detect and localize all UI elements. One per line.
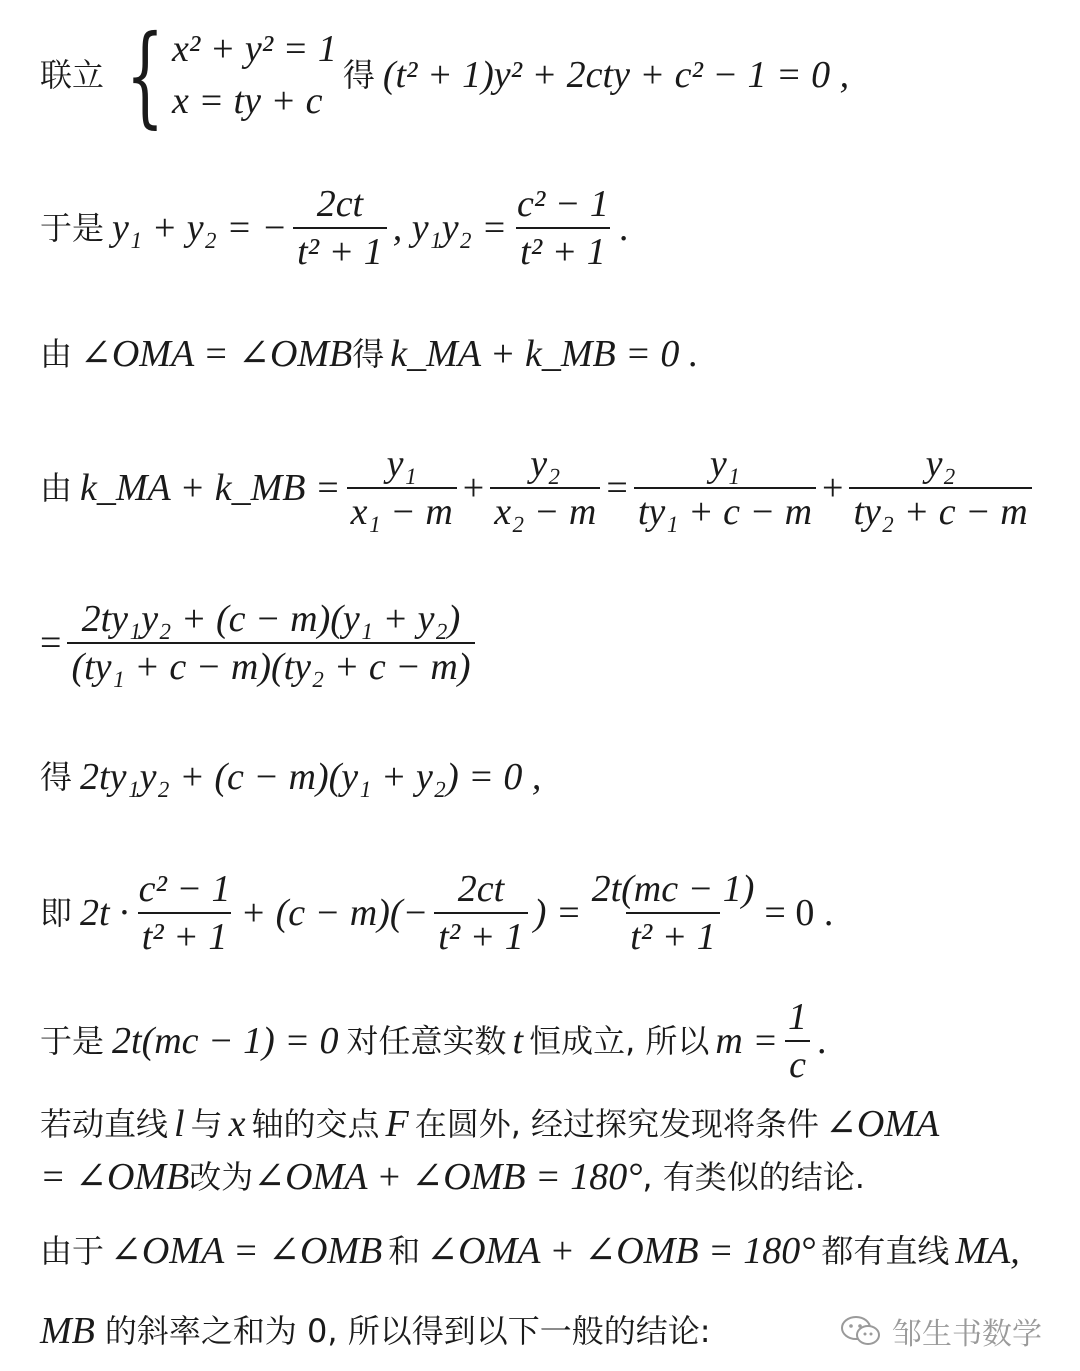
frac-denominator: t² + 1 [138, 912, 232, 956]
slope-sum-zero: k_MA + k_MB = 0 . [390, 333, 699, 375]
frac-y2-x2 [490, 445, 600, 531]
supplementary-angles: ∠OMA + ∠OMB = 180° [253, 1156, 643, 1198]
system-eq-2: x = ty + c [172, 80, 323, 122]
text-because: 由于 [40, 1232, 105, 1270]
text-you: 由 [40, 335, 73, 373]
combined-denominator: (ty₁ + c − m)(ty₂ + c − m) [67, 642, 474, 686]
line-slope-expansion [40, 445, 1038, 531]
line-numerator-zero [40, 758, 541, 796]
frac-y2-ty2 [849, 445, 1031, 531]
sum-denominator: t² + 1 [293, 227, 387, 271]
frac-y1-x1 [347, 445, 457, 531]
text-and: 与 [190, 1105, 223, 1143]
line-extension-2 [40, 1158, 865, 1196]
supplementary-angles: ∠OMA + ∠OMB = 180° [426, 1230, 816, 1272]
subst-frac-2 [434, 870, 528, 956]
frac-denominator: ty₁ + c − m [634, 487, 816, 531]
equation-system [110, 11, 337, 139]
angle-OMA: ∠OMA [825, 1103, 940, 1145]
line-summary-1 [40, 1232, 1020, 1270]
line-vieta [40, 185, 628, 271]
sum-lhs: y₁ + y₂ = − [112, 207, 288, 249]
text-yushi: 于是 [40, 1022, 105, 1060]
var-x: x [228, 1103, 246, 1145]
line-extension-1 [40, 1105, 939, 1143]
text-axis-intersection: 轴的交点 [251, 1105, 380, 1143]
product-lhs: , y₁y₂ = [392, 207, 507, 249]
slope-sum-lhs: k_MA + k_MB = [80, 467, 341, 509]
frac-1-over-c [784, 998, 811, 1084]
line-substitution [40, 870, 833, 956]
subst-frac-3 [588, 870, 759, 956]
equals-sign: = [606, 467, 628, 509]
subst-end: = 0 . [764, 892, 834, 934]
line-combined-fraction [40, 600, 481, 686]
watermark-text: 邹生书数学 [892, 1317, 1042, 1352]
frac-y1-ty1 [634, 445, 816, 531]
frac-numerator: 1 [788, 996, 808, 1038]
text-similar-conclusion: , 有类似的结论. [642, 1158, 865, 1196]
combined-fraction [67, 600, 474, 686]
text-you: 由 [40, 469, 73, 507]
frac-numerator: y₁ [386, 443, 417, 485]
system-lines [172, 30, 337, 120]
sum-numerator: 2ct [316, 183, 364, 225]
frac-numerator: 2ct [457, 868, 505, 910]
text-moving-line: 若动直线 [40, 1105, 169, 1143]
left-brace: { [125, 11, 165, 139]
line-MA: MA, [955, 1230, 1020, 1272]
frac-denominator: c [785, 1040, 810, 1084]
text-yushi: 于是 [40, 209, 105, 247]
combined-numerator: 2ty₁y₂ + (c − m)(y₁ + y₂) [81, 598, 461, 640]
line-summary-2 [40, 1312, 711, 1350]
text-for-all-real: 对任意实数 [346, 1022, 507, 1060]
frac-numerator: 2t(mc − 1) [591, 868, 755, 910]
var-F: F [385, 1103, 409, 1145]
frac-numerator: c² − 1 [138, 868, 231, 910]
period: . [817, 1020, 827, 1062]
frac-numerator: y₂ [530, 443, 561, 485]
subst-frac-1 [135, 870, 235, 956]
text-change-to: 改为 [189, 1158, 254, 1196]
subst-2t: 2t · [80, 892, 129, 934]
plus-sign: + [462, 467, 485, 509]
wechat-icon [840, 1315, 882, 1347]
frac-numerator: y₂ [925, 443, 956, 485]
frac-denominator: x₁ − m [347, 487, 457, 531]
angle-equality: ∠OMA = ∠OMB [80, 333, 353, 375]
text-both-lines: 都有直线 [821, 1232, 950, 1270]
frac-denominator: t² + 1 [626, 912, 720, 956]
quadratic-result: (t² + 1)y² + 2cty + c² − 1 = 0 , [382, 54, 850, 96]
angle-equality: ∠OMA = ∠OMB [110, 1230, 383, 1272]
frac-numerator: y₁ [709, 443, 740, 485]
text-de: 得 [352, 335, 385, 373]
text-de: 得 [342, 56, 375, 94]
text-ji: 即 [40, 894, 73, 932]
system-eq-1: x² + y² = 1 [172, 28, 337, 70]
product-denominator: t² + 1 [516, 227, 610, 271]
line-conclusion-m [40, 998, 827, 1084]
m-equals: m = [715, 1020, 779, 1062]
line-angle-condition [40, 335, 698, 373]
identity-equation: 2t(mc − 1) = 0 [112, 1020, 339, 1062]
angle-OMB: = ∠OMB [40, 1156, 190, 1198]
line-system [40, 11, 850, 139]
equals-sign: = [40, 622, 62, 664]
text-he: 和 [388, 1232, 421, 1270]
text-outside-circle: 在圆外, 经过探究发现将条件 [414, 1105, 820, 1143]
text-always-holds: 恒成立, 所以 [529, 1022, 710, 1060]
frac-denominator: t² + 1 [434, 912, 528, 956]
product-numerator: c² − 1 [517, 183, 609, 225]
text-general-conclusion: 的斜率之和为 0, 所以得到以下一般的结论: [104, 1312, 711, 1350]
plus-sign: + [822, 467, 844, 509]
sum-fraction [293, 185, 387, 271]
frac-denominator: ty₂ + c − m [849, 487, 1031, 531]
text-de: 得 [40, 758, 73, 796]
text-lianli: 联立 [40, 56, 105, 94]
period: . [618, 207, 629, 249]
watermark [840, 1309, 1042, 1353]
subst-middle: + (c − m)(− [240, 892, 429, 934]
var-t: t [512, 1020, 524, 1062]
subst-close: ) = [533, 892, 582, 934]
var-l: l [174, 1103, 185, 1145]
numerator-equation: 2ty₁y₂ + (c − m)(y₁ + y₂) = 0 , [80, 756, 542, 798]
product-fraction [513, 185, 613, 271]
frac-denominator: x₂ − m [490, 487, 600, 531]
line-MB: MB [40, 1310, 95, 1352]
